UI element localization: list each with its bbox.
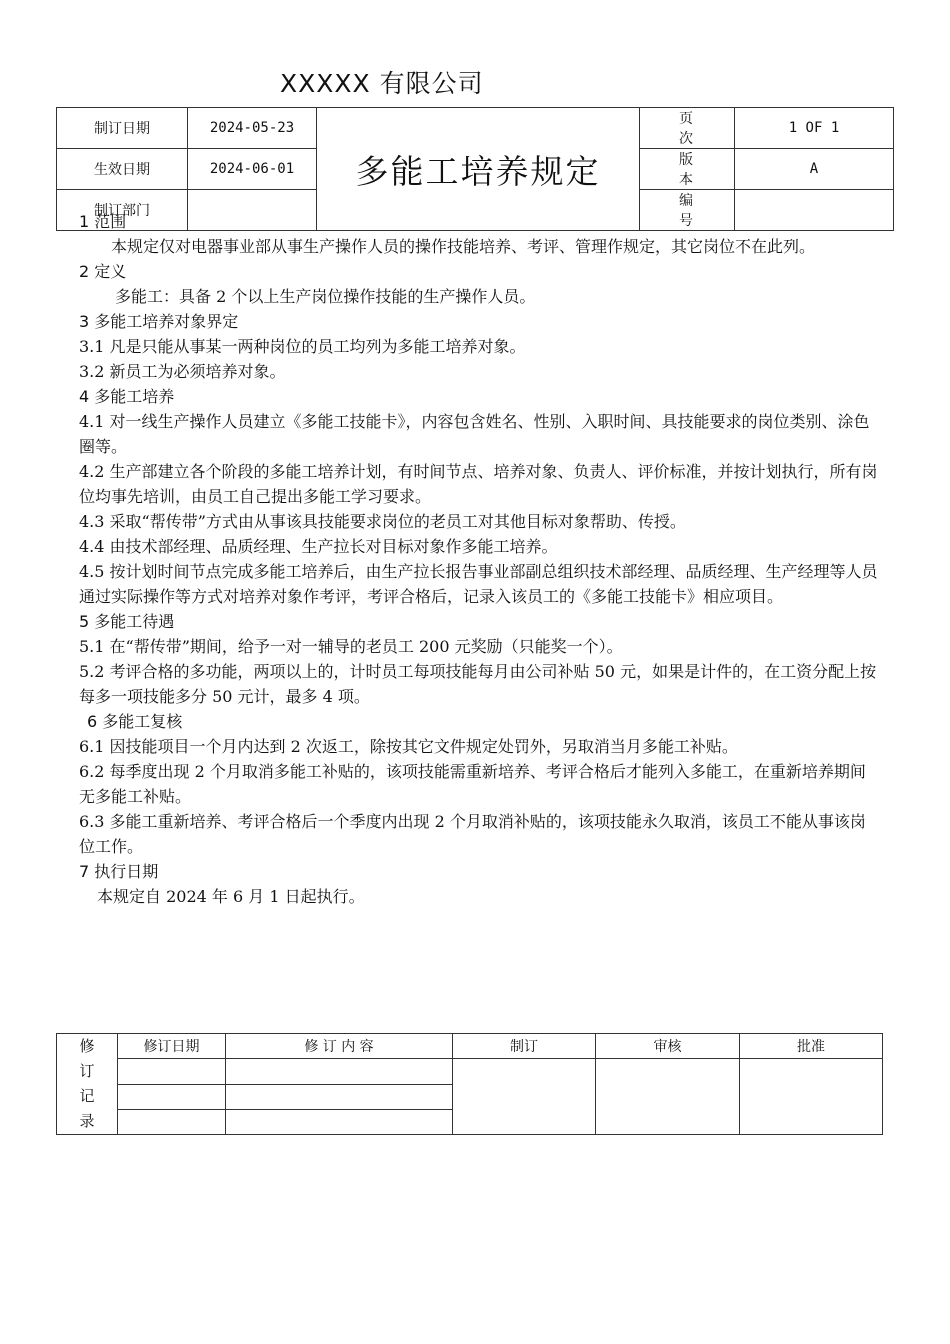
section-3-2: 3.2 新员工为必须培养对象。 bbox=[79, 362, 286, 381]
dept-label: 制订部门 bbox=[57, 190, 188, 231]
reviewed-by-cell bbox=[596, 1059, 740, 1135]
page-label: 页 次 bbox=[640, 108, 735, 149]
section-4-2: 4.2 生产部建立各个阶段的多能工培养计划，有时间节点、培养对象、负责人、评价标准，并按计划执行，所有岗位均事先培训，由员工自己提出多能工学习要求。 bbox=[79, 462, 878, 506]
document-body bbox=[79, 209, 879, 909]
number-label: 编 号 bbox=[640, 190, 735, 231]
section-4-1: 4.1 对一线生产操作人员建立《多能工技能卡》，内容包含姓名、性别、入职时间、具技能要求的岗位类别、涂色圈等。 bbox=[79, 412, 870, 456]
made-by-cell bbox=[453, 1059, 596, 1135]
revision-date-cell bbox=[118, 1110, 226, 1135]
section-6-3: 6.3 多能工重新培养、考评合格后一个季度内出现 2 个月取消补贴的，该项技能永久取消，该员工不能从事该岗位工作。 bbox=[79, 812, 866, 856]
section-2-text: 多能工：具备 2 个以上生产岗位操作技能的生产操作人员。 bbox=[115, 287, 536, 306]
section-6-2: 6.2 每季度出现 2 个月取消多能工补贴的，该项技能需重新培养、考评合格后才能列入多能工，在重新培养期间无多能工补贴。 bbox=[79, 762, 866, 806]
section-2-heading: 2 定义 bbox=[79, 262, 127, 281]
revision-content-cell bbox=[226, 1059, 453, 1085]
revision-side-char: 记 bbox=[79, 1087, 95, 1105]
section-7-heading: 7 执行日期 bbox=[79, 862, 159, 881]
revision-record-table bbox=[56, 1033, 883, 1135]
section-5-2: 5.2 考评合格的多功能，两项以上的，计时员工每项技能每月由公司补贴 50 元，如果是计件的，在工资分配上按每多一项技能多分 50 元计，最多 4 项。 bbox=[79, 662, 877, 706]
col-revision-date: 修订日期 bbox=[118, 1034, 226, 1059]
section-5-1: 5.1 在“帮传带”期间，给予一对一辅导的老员工 200 元奖励（只能奖一个）。 bbox=[79, 637, 623, 656]
revision-record-side-label bbox=[57, 1034, 118, 1135]
section-7-text: 本规定自 2024 年 6 月 1 日起执行。 bbox=[97, 887, 365, 906]
revision-side-char: 录 bbox=[79, 1112, 95, 1130]
version-label: 版 本 bbox=[640, 149, 735, 190]
revision-side-char: 修 bbox=[79, 1037, 95, 1055]
revision-side-char: 订 bbox=[79, 1062, 95, 1080]
section-4-4: 4.4 由技术部经理、品质经理、生产拉长对目标对象作多能工培养。 bbox=[79, 537, 558, 556]
section-3-1: 3.1 凡是只能从事某一两种岗位的员工均列为多能工培养对象。 bbox=[79, 337, 526, 356]
section-4-3: 4.3 采取“帮传带”方式由从事该具技能要求岗位的老员工对其他目标对象帮助、传授。 bbox=[79, 512, 686, 531]
document-title: 多能工培养规定 bbox=[317, 108, 640, 231]
section-5-heading: 5 多能工待遇 bbox=[79, 612, 175, 631]
col-revision-content: 修 订 内 容 bbox=[226, 1034, 453, 1059]
approved-by-cell bbox=[740, 1059, 883, 1135]
col-reviewed-by: 审核 bbox=[596, 1034, 740, 1059]
col-approved-by: 批准 bbox=[740, 1034, 883, 1059]
page-value: 1 OF 1 bbox=[735, 108, 894, 149]
section-6-1: 6.1 因技能项目一个月内达到 2 次返工，除按其它文件规定处罚外，另取消当月多能工补贴。 bbox=[79, 737, 738, 756]
effective-date-value: 2024-06-01 bbox=[188, 149, 317, 190]
section-6-heading: 6 多能工复核 bbox=[87, 712, 183, 731]
effective-date-label: 生效日期 bbox=[57, 149, 188, 190]
revision-content-cell bbox=[226, 1085, 453, 1110]
revision-date-cell bbox=[118, 1059, 226, 1085]
version-value: A bbox=[735, 149, 894, 190]
revision-content-cell bbox=[226, 1110, 453, 1135]
section-1-heading: 1 范围 bbox=[79, 212, 127, 231]
section-1-text: 本规定仅对电器事业部从事生产操作人员的操作技能培养、考评、管理作规定，其它岗位不在此列。 bbox=[111, 237, 816, 256]
company-name: XXXXX 有限公司 bbox=[280, 69, 484, 98]
revision-date-cell bbox=[118, 1085, 226, 1110]
col-made-by: 制订 bbox=[453, 1034, 596, 1059]
section-4-5: 4.5 按计划时间节点完成多能工培养后，由生产拉长报告事业部副总组织技术部经理、品质经理、生产经理等人员通过实际操作等方式对培养对象作考评，考评合格后，记录入该员工的《多能工技能卡》相应项目。 bbox=[79, 562, 878, 606]
revise-date-value: 2024-05-23 bbox=[188, 108, 317, 149]
section-4-heading: 4 多能工培养 bbox=[79, 387, 175, 406]
revise-date-label: 制订日期 bbox=[57, 108, 188, 149]
section-3-heading: 3 多能工培养对象界定 bbox=[79, 312, 239, 331]
